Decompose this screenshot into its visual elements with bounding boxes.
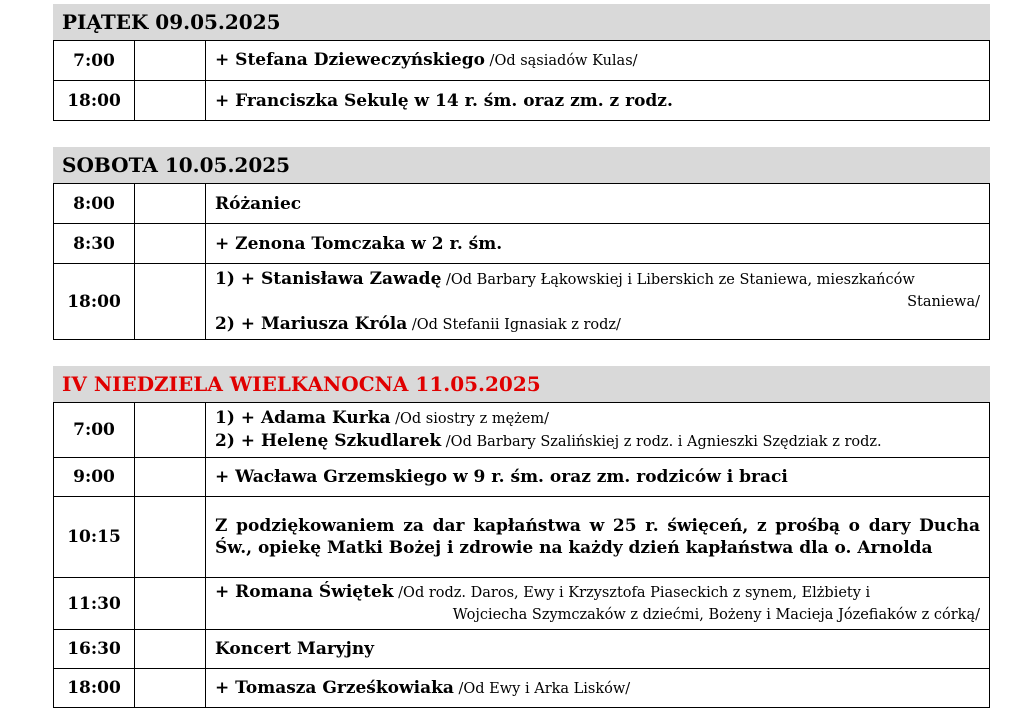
intention-cell	[206, 264, 990, 340]
blank-cell	[135, 184, 206, 224]
blank-cell	[135, 578, 206, 630]
time-cell: 7:00	[54, 41, 135, 81]
intention-name: + Romana Świętek	[215, 582, 394, 602]
intention-name: 2) + Mariusza Króla	[215, 313, 408, 334]
blank-cell	[135, 41, 206, 81]
day-saturday	[53, 147, 990, 340]
blank-cell	[135, 458, 206, 497]
day-header: SOBOTA 10.05.2025	[53, 147, 990, 183]
intention-cell	[206, 403, 990, 458]
time-cell: 8:30	[54, 224, 135, 264]
time-cell: 18:00	[54, 264, 135, 340]
intention-note: /Od sąsiadów Kulas/	[484, 53, 638, 69]
blank-cell	[135, 264, 206, 340]
table-row	[54, 264, 990, 340]
intention-cell	[206, 458, 990, 497]
intention-name: + Franciszka Sekulę w 14 r. śm. oraz zm. z rodz.	[215, 90, 673, 111]
blank-cell	[135, 497, 206, 578]
intention-cell	[206, 630, 990, 669]
intention-name: + Stefana Dzieweczyńskiego	[215, 50, 485, 70]
intention-note: /Od Ewy i Arka Lisków/	[453, 680, 631, 697]
intention-cell	[206, 578, 990, 630]
intention-name: 2) + Helenę Szkudlarek	[215, 431, 442, 451]
intention-cell	[206, 224, 990, 264]
intention-note: /Od Barbary Łąkowskiej i Liberskich ze Staniewa, mieszkańców	[441, 271, 915, 288]
day-header: PIĄTEK 09.05.2025	[53, 4, 990, 40]
intention-cell	[206, 184, 990, 224]
intention-note-continued: Staniewa/	[907, 293, 980, 310]
time-cell: 8:00	[54, 184, 135, 224]
blank-cell	[135, 403, 206, 458]
day-friday	[53, 4, 990, 121]
blank-cell	[135, 224, 206, 264]
intention-note-continued: Wojciecha Szymczaków z dziećmi, Bożeny i Macieja Józefiaków z córką/	[452, 607, 980, 623]
intention-name: Koncert Maryjny	[215, 639, 375, 659]
table-row	[54, 630, 990, 669]
blank-cell	[135, 669, 206, 708]
time-cell: 9:00	[54, 458, 135, 497]
time-cell: 7:00	[54, 403, 135, 458]
table-row	[54, 669, 990, 708]
intention-name: Różaniec	[215, 193, 302, 214]
intention-name: + Wacława Grzemskiego w 9 r. śm. oraz zm. rodziców i braci	[215, 467, 788, 487]
schedule-table	[53, 40, 990, 121]
intention-cell	[206, 669, 990, 708]
table-row	[54, 224, 990, 264]
blank-cell	[135, 81, 206, 121]
time-cell: 11:30	[54, 578, 135, 630]
intention-name: + Zenona Tomczaka w 2 r. śm.	[215, 233, 503, 254]
intention-note: /Od Barbary Szalińskiej z rodz. i Agnieszki Szędziak z rodz.	[441, 434, 882, 450]
day-header: IV NIEDZIELA WIELKANOCNA 11.05.2025	[53, 366, 990, 402]
intention-cell	[206, 41, 990, 81]
schedule-table	[53, 183, 990, 340]
intention-note: /Od Stefanii Ignasiak z rodz/	[407, 316, 621, 333]
intention-cell: Z podziękowaniem za dar kapłaństwa w 25 r. święceń, z prośbą o dary Ducha Św., opiekę Matki Bożej i zdrowie na każdy dzień kapłaństwa dla o. Arnolda	[206, 497, 990, 578]
table-row	[54, 578, 990, 630]
table-row	[54, 458, 990, 497]
table-row	[54, 81, 990, 121]
table-row	[54, 403, 990, 458]
time-cell: 16:30	[54, 630, 135, 669]
time-cell: 10:15	[54, 497, 135, 578]
intention-name: + Tomasza Grześkowiaka	[215, 677, 454, 698]
time-cell: 18:00	[54, 669, 135, 708]
schedule-table	[53, 402, 990, 708]
intention-name: 1) + Stanisława Zawadę	[215, 268, 442, 289]
time-cell: 18:00	[54, 81, 135, 121]
table-row	[54, 497, 990, 578]
intention-name: 1) + Adama Kurka	[215, 408, 391, 428]
intention-cell	[206, 81, 990, 121]
blank-cell	[135, 630, 206, 669]
intention-note: /Od siostry z mężem/	[390, 411, 550, 427]
table-row	[54, 41, 990, 81]
intention-note: /Od rodz. Daros, Ewy i Krzysztofa Piaseckich z synem, Elżbiety i	[393, 585, 871, 601]
day-sunday	[53, 366, 990, 708]
table-row	[54, 184, 990, 224]
